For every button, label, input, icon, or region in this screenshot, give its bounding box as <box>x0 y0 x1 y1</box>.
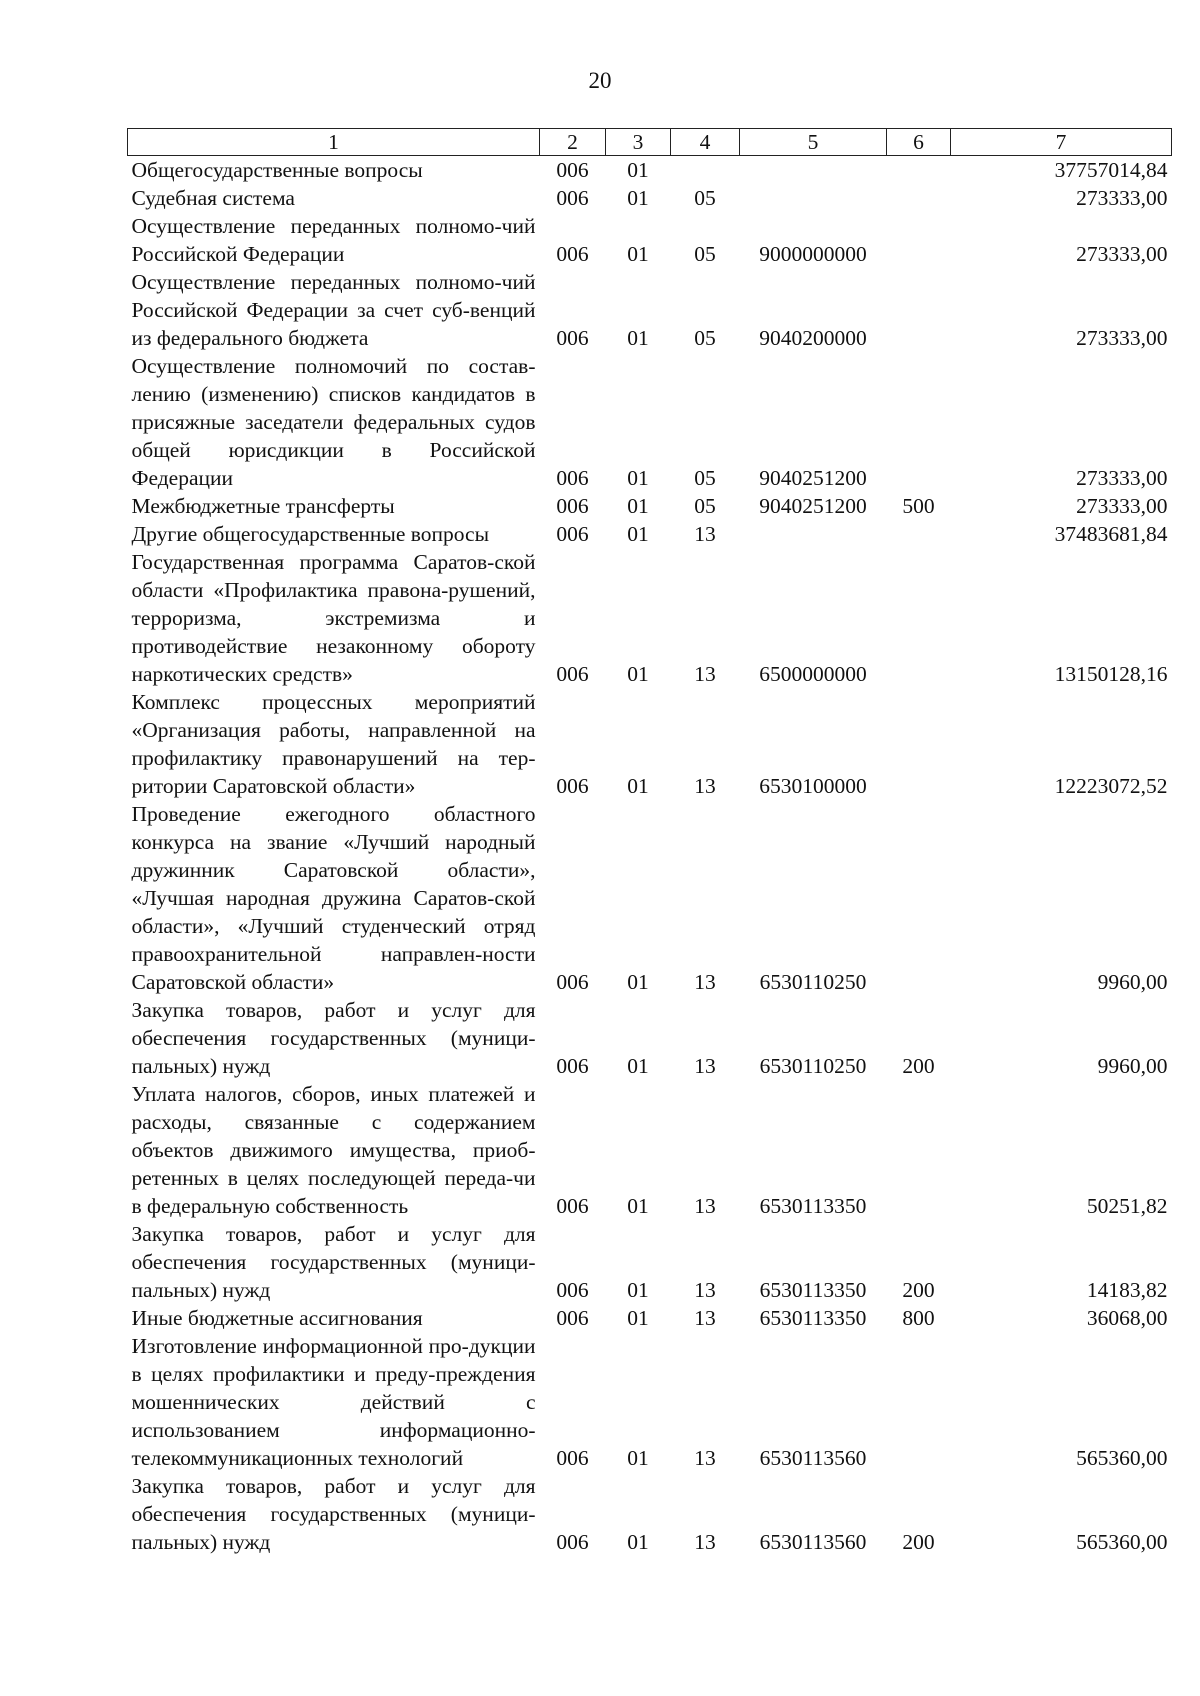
section-code: 01 <box>627 1194 649 1218</box>
expense-type-code <box>887 212 951 268</box>
amount: 565360,00 <box>1076 1530 1168 1554</box>
budget-table <box>127 128 1172 1556</box>
table-row <box>128 548 1172 688</box>
table-row <box>128 800 1172 996</box>
expense-type-code <box>887 184 951 212</box>
kved-code: 006 <box>556 1306 589 1330</box>
table-row <box>128 1304 1172 1332</box>
expense-type-code: 800 <box>902 1306 935 1330</box>
kved-code: 006 <box>556 1530 589 1554</box>
amount: 36068,00 <box>1086 1306 1168 1330</box>
section-code: 01 <box>627 494 649 518</box>
subsection-code: 13 <box>694 1278 716 1302</box>
target-article-code: 9040251200 <box>759 494 867 518</box>
subsection-code: 05 <box>694 242 716 266</box>
row-name: Межбюджетные трансферты <box>131 494 395 518</box>
target-article-code <box>740 520 887 548</box>
amount: 50251,82 <box>1086 1194 1168 1218</box>
table-row <box>128 268 1172 352</box>
section-code: 01 <box>627 326 649 350</box>
page-number: 20 <box>588 68 612 93</box>
section-code: 01 <box>627 466 649 490</box>
target-article-code: 9040251200 <box>759 466 867 490</box>
row-name: Осуществление переданных полномо-чий Российской Федерации <box>131 214 536 266</box>
column-header: 3 <box>606 129 671 156</box>
expense-type-code <box>887 352 951 492</box>
target-article-code: 9040200000 <box>759 326 867 350</box>
row-name: Другие общегосударственные вопросы <box>131 522 490 546</box>
section-code: 01 <box>627 1278 649 1302</box>
expense-type-code <box>887 156 951 185</box>
amount: 273333,00 <box>1076 186 1168 210</box>
row-name: Проведение ежегодного областного конкурса на звание «Лучший народный дружинник Саратовской области», «Лучшая народная дружина Саратов-ской области», «Лучший студенческий отряд правоохранительной направлен-ности Саратовской области» <box>131 802 536 994</box>
row-name: Иные бюджетные ассигнования <box>131 1306 423 1330</box>
amount: 273333,00 <box>1076 326 1168 350</box>
row-name: Общегосударственные вопросы <box>131 158 423 182</box>
expense-type-code: 200 <box>902 1054 935 1078</box>
row-name: Судебная система <box>131 186 295 210</box>
subsection-code: 13 <box>694 1530 716 1554</box>
section-code: 01 <box>627 970 649 994</box>
expense-type-code <box>887 688 951 800</box>
table-row <box>128 1472 1172 1556</box>
expense-type-code <box>887 548 951 688</box>
subsection-code: 13 <box>694 1446 716 1470</box>
subsection-code: 13 <box>694 970 716 994</box>
expense-type-code: 200 <box>902 1530 935 1554</box>
target-article-code: 6530110250 <box>759 1054 867 1078</box>
row-name: Осуществление полномочий по состав-лению (изменению) списков кандидатов в присяжные заседатели федеральных судов общей юрисдикции в Российской Федерации <box>131 354 536 490</box>
row-name: Государственная программа Саратов-ской области «Профилактика правона-рушений, терроризма, экстремизма и противодействие незаконному обороту наркотических средств» <box>131 550 536 686</box>
row-name: Осуществление переданных полномо-чий Российской Федерации за счет суб-венций из федерального бюджета <box>131 270 536 350</box>
kved-code: 006 <box>556 522 589 546</box>
target-article-code: 6530113350 <box>759 1306 867 1330</box>
column-header: 6 <box>887 129 951 156</box>
kved-code: 006 <box>556 774 589 798</box>
kved-code: 006 <box>556 662 589 686</box>
section-code: 01 <box>627 158 649 182</box>
row-name: Уплата налогов, сборов, иных платежей и расходы, связанные с содержанием объектов движимого имущества, приоб-ретенных в целях последующей переда-чи в федеральную собственность <box>131 1082 536 1218</box>
target-article-code: 6530113560 <box>759 1446 867 1470</box>
table-row <box>128 212 1172 268</box>
target-article-code: 6530113350 <box>759 1194 867 1218</box>
subsection-code: 05 <box>694 494 716 518</box>
column-header: 7 <box>951 129 1172 156</box>
kved-code: 006 <box>556 466 589 490</box>
row-name: Закупка товаров, работ и услуг для обеспечения государственных (муници-пальных) нужд <box>131 998 536 1078</box>
subsection-code: 13 <box>694 1194 716 1218</box>
subsection-code: 05 <box>694 466 716 490</box>
target-article-code <box>740 184 887 212</box>
subsection-code: 05 <box>694 326 716 350</box>
table-row <box>128 156 1172 185</box>
table-row <box>128 996 1172 1080</box>
table-row <box>128 184 1172 212</box>
section-code: 01 <box>627 774 649 798</box>
kved-code: 006 <box>556 158 589 182</box>
target-article-code: 6530100000 <box>759 774 867 798</box>
expense-type-code <box>887 1080 951 1220</box>
section-code: 01 <box>627 1446 649 1470</box>
subsection-code: 13 <box>694 774 716 798</box>
expense-type-code <box>887 268 951 352</box>
column-header: 4 <box>671 129 740 156</box>
subsection-code: 05 <box>694 186 716 210</box>
column-header: 1 <box>128 129 540 156</box>
expense-type-code: 200 <box>902 1278 935 1302</box>
section-code: 01 <box>627 242 649 266</box>
amount: 9960,00 <box>1097 970 1168 994</box>
subsection-code <box>671 156 740 185</box>
section-code: 01 <box>627 1054 649 1078</box>
section-code: 01 <box>627 186 649 210</box>
target-article-code: 6530113350 <box>759 1278 867 1302</box>
amount: 9960,00 <box>1097 1054 1168 1078</box>
expense-type-code <box>887 520 951 548</box>
kved-code: 006 <box>556 1054 589 1078</box>
subsection-code: 13 <box>694 1306 716 1330</box>
amount: 273333,00 <box>1076 242 1168 266</box>
amount: 565360,00 <box>1076 1446 1168 1470</box>
table-row <box>128 1220 1172 1304</box>
target-article-code: 6530113560 <box>759 1530 867 1554</box>
expense-type-code: 500 <box>902 494 935 518</box>
row-name: Закупка товаров, работ и услуг для обеспечения государственных (муници-пальных) нужд <box>131 1222 536 1302</box>
section-code: 01 <box>627 522 649 546</box>
table-body <box>128 156 1172 1557</box>
section-code: 01 <box>627 1306 649 1330</box>
amount: 12223072,52 <box>1054 774 1168 798</box>
table-header-row <box>128 129 1172 156</box>
row-name: Изготовление информационной про-дукции в целях профилактики и преду-преждения мошеннических действий с использованием информационно-телекоммуникационных технологий <box>131 1334 536 1470</box>
amount: 273333,00 <box>1076 494 1168 518</box>
kved-code: 006 <box>556 1194 589 1218</box>
subsection-code: 13 <box>694 1054 716 1078</box>
kved-code: 006 <box>556 970 589 994</box>
expense-type-code <box>887 800 951 996</box>
table-row <box>128 1080 1172 1220</box>
column-header: 5 <box>740 129 887 156</box>
table-row <box>128 352 1172 492</box>
table-row <box>128 520 1172 548</box>
subsection-code: 13 <box>694 662 716 686</box>
expense-type-code <box>887 1332 951 1472</box>
section-code: 01 <box>627 1530 649 1554</box>
row-name: Комплекс процессных мероприятий «Организация работы, направленной на профилактику правонарушений на тер-ритории Саратовской области» <box>131 690 536 798</box>
column-header: 2 <box>540 129 606 156</box>
table-row <box>128 688 1172 800</box>
target-article-code: 6500000000 <box>759 662 867 686</box>
target-article-code: 9000000000 <box>759 242 867 266</box>
kved-code: 006 <box>556 1446 589 1470</box>
kved-code: 006 <box>556 186 589 210</box>
amount: 37483681,84 <box>1054 522 1168 546</box>
kved-code: 006 <box>556 1278 589 1302</box>
kved-code: 006 <box>556 494 589 518</box>
amount: 273333,00 <box>1076 466 1168 490</box>
target-article-code <box>740 156 887 185</box>
section-code: 01 <box>627 662 649 686</box>
target-article-code: 6530110250 <box>759 970 867 994</box>
kved-code: 006 <box>556 242 589 266</box>
row-name: Закупка товаров, работ и услуг для обеспечения государственных (муници-пальных) нужд <box>131 1474 536 1554</box>
kved-code: 006 <box>556 326 589 350</box>
table-row <box>128 492 1172 520</box>
subsection-code: 13 <box>694 522 716 546</box>
amount: 14183,82 <box>1086 1278 1168 1302</box>
amount: 37757014,84 <box>1054 158 1168 182</box>
amount: 13150128,16 <box>1054 662 1168 686</box>
table-row <box>128 1332 1172 1472</box>
